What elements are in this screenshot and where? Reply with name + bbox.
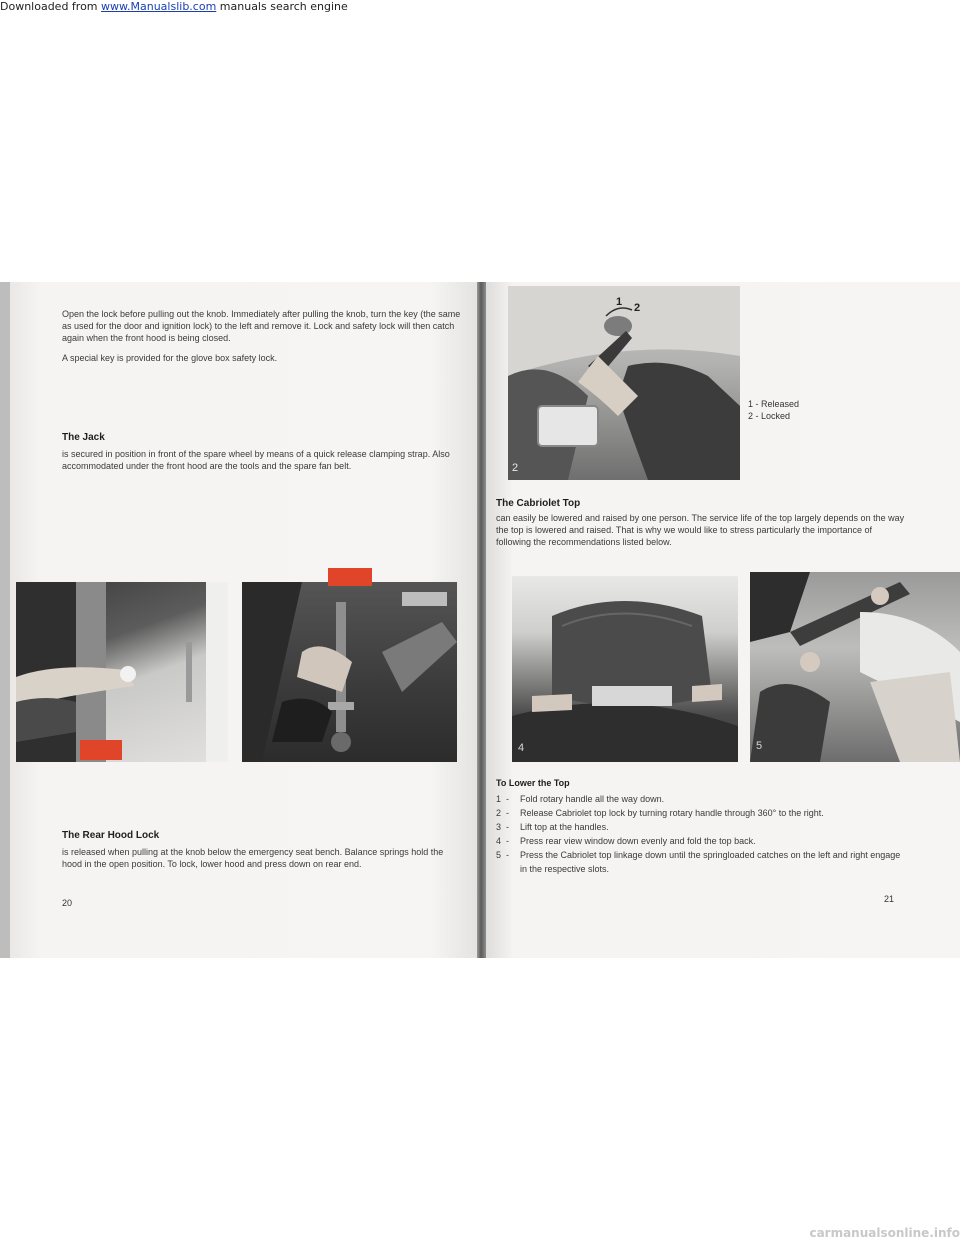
cabriolet-text: can easily be lowered and raised by one person. The service life of the top largely depends on the way the top is lowered and raised. That is why we would like to stress particularly the importance of following the recommendations listed below. <box>496 513 905 547</box>
hand-on-knob-illustration <box>16 582 228 762</box>
photo-4-number: 4 <box>518 742 525 754</box>
jack-illustration <box>242 582 457 762</box>
photo-top-number: 2 <box>512 462 519 474</box>
arrow-marker-bottom <box>80 740 122 760</box>
step-3: 3 - Lift top at the handles. <box>496 822 609 832</box>
rear-hood-text: is released when pulling at the knob below the emergency seat bench. Balance springs hold the hood in the open position. To lock, lower hood and press down on rear end. <box>62 847 444 869</box>
header-suffix: manuals search engine <box>219 0 348 13</box>
page-number-right: 21 <box>884 894 895 904</box>
caption-released: 1 - Released <box>748 399 800 409</box>
left-page <box>10 282 477 958</box>
folded-top-illustration <box>512 576 738 762</box>
jack-heading: The Jack <box>62 432 105 443</box>
step-2: 2 - Release Cabriolet top lock by turning rotary handle through 360° to the right. <box>496 808 824 818</box>
jack-text: is secured in position in front of the spare wheel by means of a quick release clamping strap. Also accommodated under the front hood are the tools and the spare fan belt. <box>62 449 450 471</box>
header-prefix: Downloaded from <box>0 0 98 13</box>
right-page <box>486 282 960 958</box>
step-5: 5 - Press the Cabriolet top linkage down until the springloaded catches on the left and right engage in the respective slots. <box>496 850 901 874</box>
top-lock-photo <box>508 286 740 480</box>
intro-paragraph-2: A special key is provided for the glove box safety lock. <box>62 353 278 363</box>
download-header <box>0 0 960 16</box>
lower-top-steps <box>496 792 906 876</box>
site-watermark: carmanualsonline.info <box>809 1226 960 1240</box>
lock-caption <box>748 398 799 422</box>
book-gutter <box>477 282 486 958</box>
intro-paragraph-1: Open the lock before pulling out the knob. Immediately after pulling the knob, turn the key (the same as used for the door and ignition lock) to the left and remove it. Lock and safety lock will then catch again when the front hood is being closed. <box>62 309 461 343</box>
step-1: 1 - Fold rotary handle all the way down. <box>496 794 665 804</box>
rear-hood-knob-photo <box>16 582 228 762</box>
linkage-photo <box>750 572 960 762</box>
mark-1-label: 1 <box>616 296 623 308</box>
page-number-left: 20 <box>62 898 73 908</box>
step-4: 4 - Press rear view window down evenly and fold the top back. <box>496 836 756 846</box>
manualslib-link[interactable]: www.Manualslib.com <box>101 0 217 13</box>
jack-photo <box>242 582 457 762</box>
photo-5-number: 5 <box>756 740 763 752</box>
cabriolet-heading: The Cabriolet Top <box>496 498 581 509</box>
lower-top-heading: To Lower the Top <box>496 778 570 788</box>
manual-spread <box>0 282 960 958</box>
mark-2-label: 2 <box>634 302 641 314</box>
rear-hood-heading: The Rear Hood Lock <box>62 830 160 841</box>
arrow-marker-top <box>328 568 372 586</box>
rotary-handle-illustration <box>508 286 740 480</box>
caption-locked: 2 - Locked <box>748 411 791 421</box>
folded-top-photo <box>512 576 738 762</box>
linkage-illustration <box>750 572 960 762</box>
